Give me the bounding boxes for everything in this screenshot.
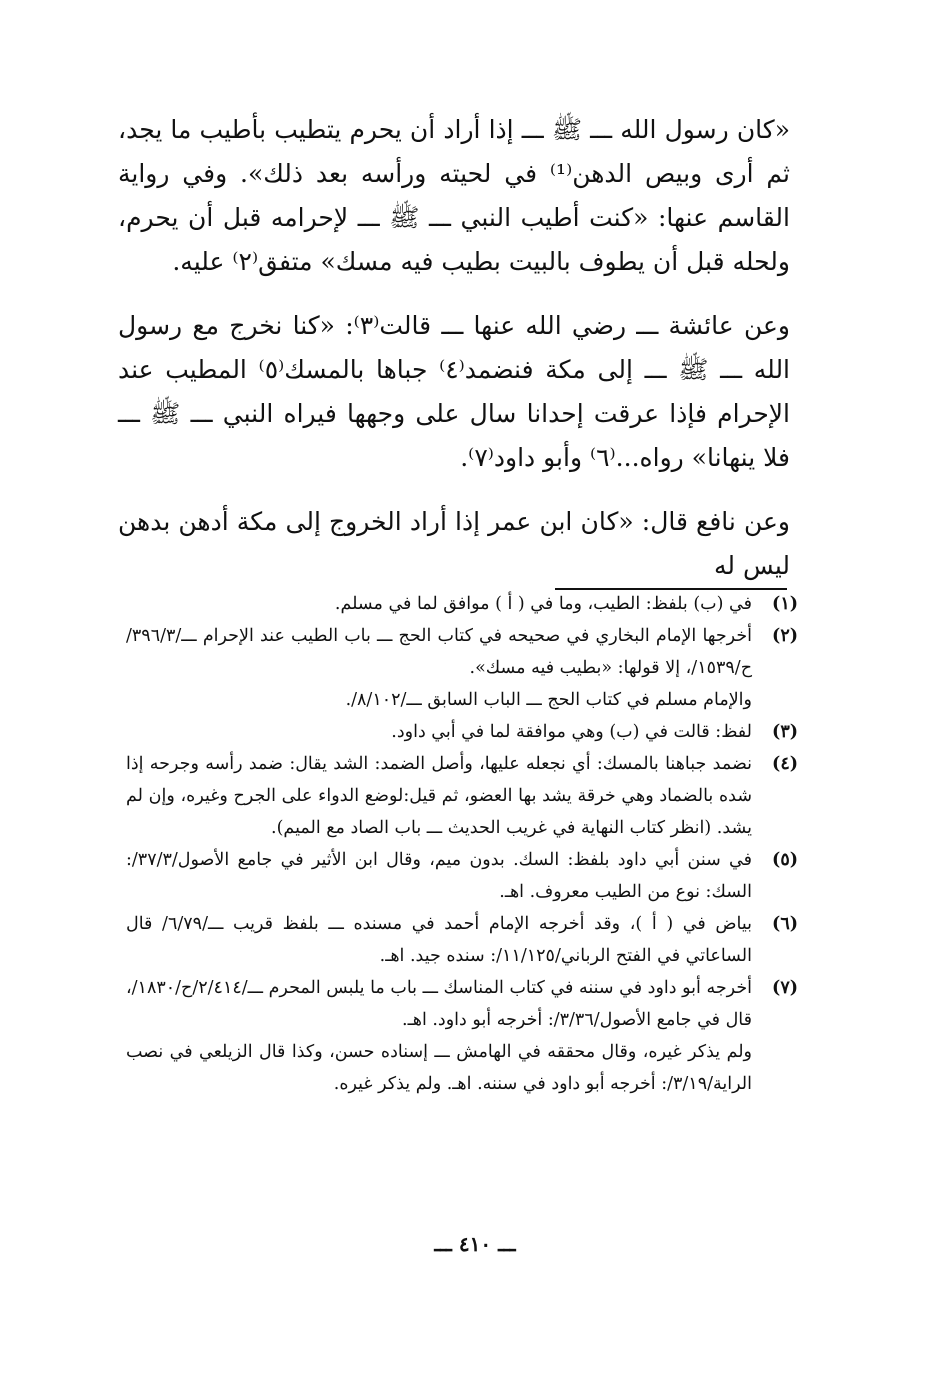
footnote-line: بياض في ( أ )، وقد أخرجه الإمام أحمد في مسنده ـــ بلفظ قريب ـــ/٦/٧٩/ قال الساعاتي في الفتح الرباني/١١/١٢٥/: سنده جيد. اهـ. bbox=[126, 914, 752, 966]
footnote-7 bbox=[126, 972, 798, 1036]
footnote-continuation: والإمام مسلم في كتاب الحج ـــ الباب السابق ـــ/٨/١٠٢/. bbox=[345, 690, 752, 710]
footnote-number: (٢) bbox=[772, 626, 798, 646]
footnote-number: (٦) bbox=[772, 914, 798, 934]
footnote-text bbox=[126, 588, 752, 620]
footnote-3 bbox=[126, 716, 798, 748]
footnote-number: (٥) bbox=[772, 850, 798, 870]
footnote-line: نضمد جباهنا بالمسك: أي نجعله عليها، وأصل الضمد: الشد يقال: ضمد رأسه وجرحه إذا شده بالضماد وهي خرقة يشد بها العضو، ثم قيل:لوضع الدواء على الجرح وغيره، وإن لم يشد. (انظر كتاب النهاية في غريب الحديث ـــ باب الصاد مع الميم). bbox=[126, 754, 752, 838]
footnote-2 bbox=[126, 620, 798, 684]
footnote-number: (٤) bbox=[772, 754, 798, 774]
footnote-number: (١) bbox=[772, 594, 798, 614]
footnote-text bbox=[126, 716, 752, 748]
footnote-line: في سنن أبي داود بلفظ: السك. بدون ميم، وقال ابن الأثير في جامع الأصول/٣٧/٣/: السك: نوع من الطيب معروف. اهـ. bbox=[126, 850, 752, 902]
footnote-text bbox=[126, 908, 752, 972]
footnote-line: أخرجها الإمام البخاري في صحيحه في كتاب الحج ـــ باب الطيب عند الإحرام ـــ/٣٩٦/٣/ح/١٥٣٩/، إلا قولها: «بطيب فيه مسك». bbox=[126, 626, 752, 678]
footnote-line: في (ب) بلفظ: الطيب، وما في ( أ ) موافق لما في مسلم. bbox=[334, 594, 752, 614]
footnote-text bbox=[126, 844, 752, 908]
page-number: ـــ ٤١٠ ـــ bbox=[434, 1232, 516, 1256]
main-text bbox=[118, 108, 790, 608]
footnote-4 bbox=[126, 748, 798, 844]
footnote-text bbox=[126, 620, 752, 684]
footnote-line: أخرجه أبو داود في سننه في كتاب المناسك ـــ باب ما يلبس المحرم ـــ/٢/٤١٤/ح/١٨٣٠/، قال في جامع الأصول/٣/٣٦/: أخرجه أبو داود. اهـ. bbox=[126, 978, 752, 1030]
footnote-5 bbox=[126, 844, 798, 908]
footnote-continuation: ولم يذكر غيره، وقال محققه في الهامش ـــ إسناده حسن، وكذا قال الزيلعي في نصب الراية/٣/١٩/: أخرجه أبو داود في سننه. اهـ. ولم يذكر غيره. bbox=[126, 1042, 752, 1094]
footnote-number: (٧) bbox=[772, 978, 798, 998]
paragraph-3: وعن نافع قال: «كان ابن عمر إذا أراد الخروج إلى مكة أدهن بدهن ليس له bbox=[118, 507, 790, 580]
paragraph-1: «كان رسول الله ـــ ﷺ ـــ إذا أراد أن يحرم يتطيب بأطيب ما يجد، ثم أرى وبيص الدهن⁽¹⁾ في لحيته ورأسه بعد ذلك». وفي رواية القاسم عنها: «كنت أطيب النبي ـــ ﷺ ـــ لإحرامه قبل أن يحرم، ولحله قبل أن يطوف بالبيت بطيب فيه مسك» متفق⁽٢⁾ عليه. bbox=[118, 115, 791, 276]
footnote-6 bbox=[126, 908, 798, 972]
footnote-text bbox=[126, 748, 752, 844]
footnote-number: (٣) bbox=[772, 722, 798, 742]
footnote-line: لفظ: قالت في (ب) وهي موافقة لما في أبي داود. bbox=[391, 722, 752, 742]
paragraph-2: وعن عائشة ـــ رضي الله عنها ـــ قالت⁽٣⁾: «كنا نخرج مع رسول الله ـــ ﷺ ـــ إلى مكة فنضمد⁽٤⁾ جباها بالمسك⁽٥⁾ المطيب عند الإحرام فإذا عرقت إحدانا سال على وجهها فيراه النبي ـــ ﷺ ـــ فلا ينهانا» رواه...⁽٦⁾ وأبو داود⁽٧⁾. bbox=[118, 311, 791, 472]
footnote-1 bbox=[126, 588, 798, 620]
footnotes bbox=[126, 588, 798, 1100]
footnote-text bbox=[126, 972, 752, 1036]
